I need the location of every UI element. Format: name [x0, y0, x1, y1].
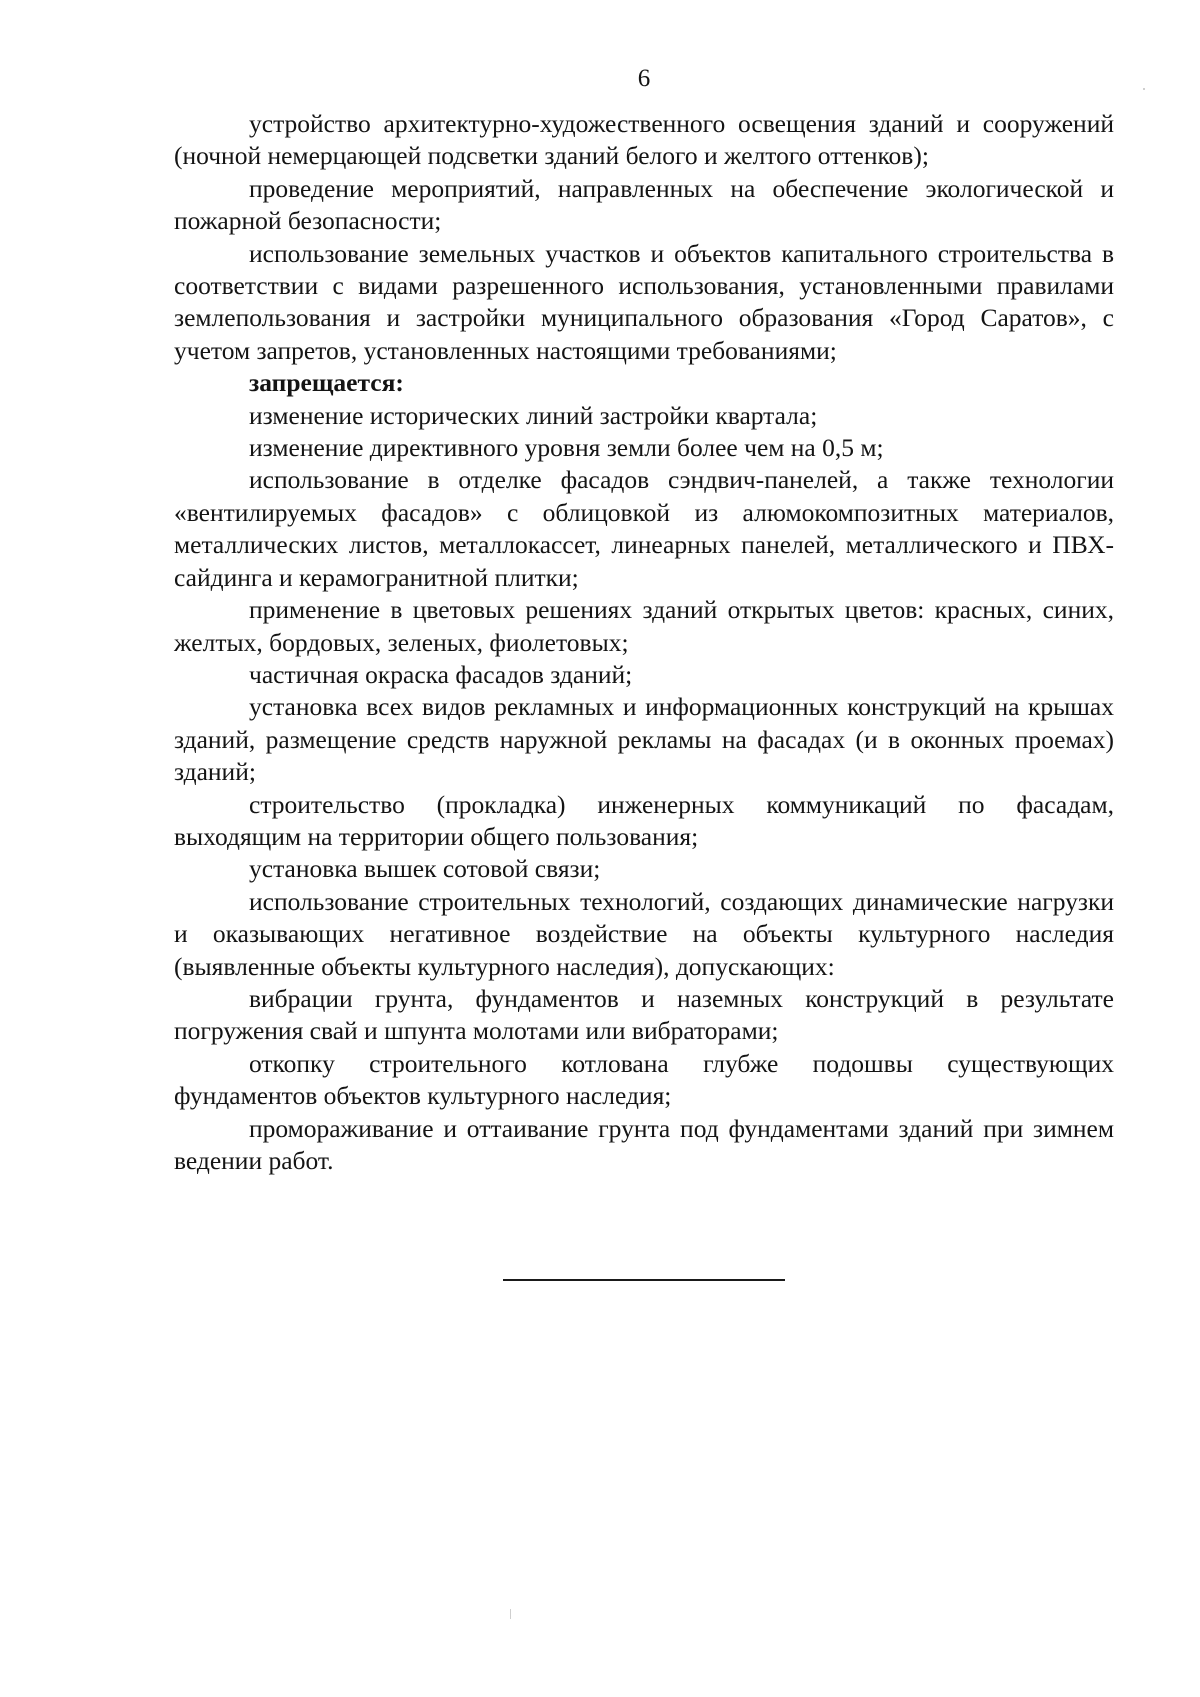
document-body [174, 108, 1114, 1177]
end-separator-line [503, 1279, 785, 1281]
paragraph-land-use: использование земельных участков и объектов капитального строительства в соответствии с видами разрешенного использования, установленными правилами землепользования и застройки муниципального образования «Город Саратов», с учетом запретов, установленных настоящими требованиями; [174, 238, 1114, 365]
prohibited-heading: запрещается: [249, 368, 404, 398]
paragraph-open-colors: применение в цветовых решениях зданий открытых цветов: красных, синих, желтых, бордовых, зеленых, фиолетовых; [174, 595, 1114, 657]
paragraph-construction-tech: использование строительных технологий, создающих динамические нагрузки и оказывающих негативное воздействие на объекты культурного наследия (выявленные объекты культурного наследия), допускающих: [174, 886, 1114, 981]
paragraph-lighting: устройство архитектурно-художественного освещения зданий и сооружений (ночной немерцающей подсветки зданий белого и желтого оттенков); [174, 109, 1114, 171]
paragraph-utilities: строительство (прокладка) инженерных коммуникаций по фасадам, выходящим на территории общего пользования; [174, 789, 1114, 851]
paragraph-partial-painting: частичная окраска фасадов зданий; [249, 659, 633, 689]
paragraph-building-lines: изменение исторических линий застройки квартала; [249, 400, 818, 430]
paragraph-ground-level: изменение директивного уровня земли более чем на 0,5 м; [249, 433, 884, 463]
paragraph-advertising: установка всех видов рекламных и информационных конструкций на крышах зданий, размещение средств наружной рекламы на фасадах (и в оконных проемах) зданий; [174, 692, 1114, 787]
paragraph-facade-materials: использование в отделке фасадов сэндвич-панелей, а также технологии «вентилируемых фасадов» с облицовкой из алюмокомпозитных материалов, металлических листов, металлокассет, линеарных панелей, металлического и ПВХ-сайдинга и керамогранитной плитки; [174, 465, 1114, 592]
page-number: 6 [637, 65, 651, 92]
scan-speck [510, 1609, 511, 1619]
paragraph-cell-towers: установка вышек сотовой связи; [249, 854, 601, 884]
paragraph-excavation: откопку строительного котлована глубже подошвы существующих фундаментов объектов культурного наследия; [174, 1048, 1114, 1111]
scan-speck [1143, 88, 1145, 90]
paragraph-freezing: промораживание и оттаивание грунта под фундаментами зданий при зимнем ведении работ. [174, 1113, 1114, 1175]
paragraph-vibrations: вибрации грунта, фундаментов и наземных конструкций в результате погружения свай и шпунта молотами или вибраторами; [174, 983, 1114, 1046]
paragraph-safety-measures: проведение мероприятий, направленных на обеспечение экологической и пожарной безопасности; [174, 173, 1114, 236]
